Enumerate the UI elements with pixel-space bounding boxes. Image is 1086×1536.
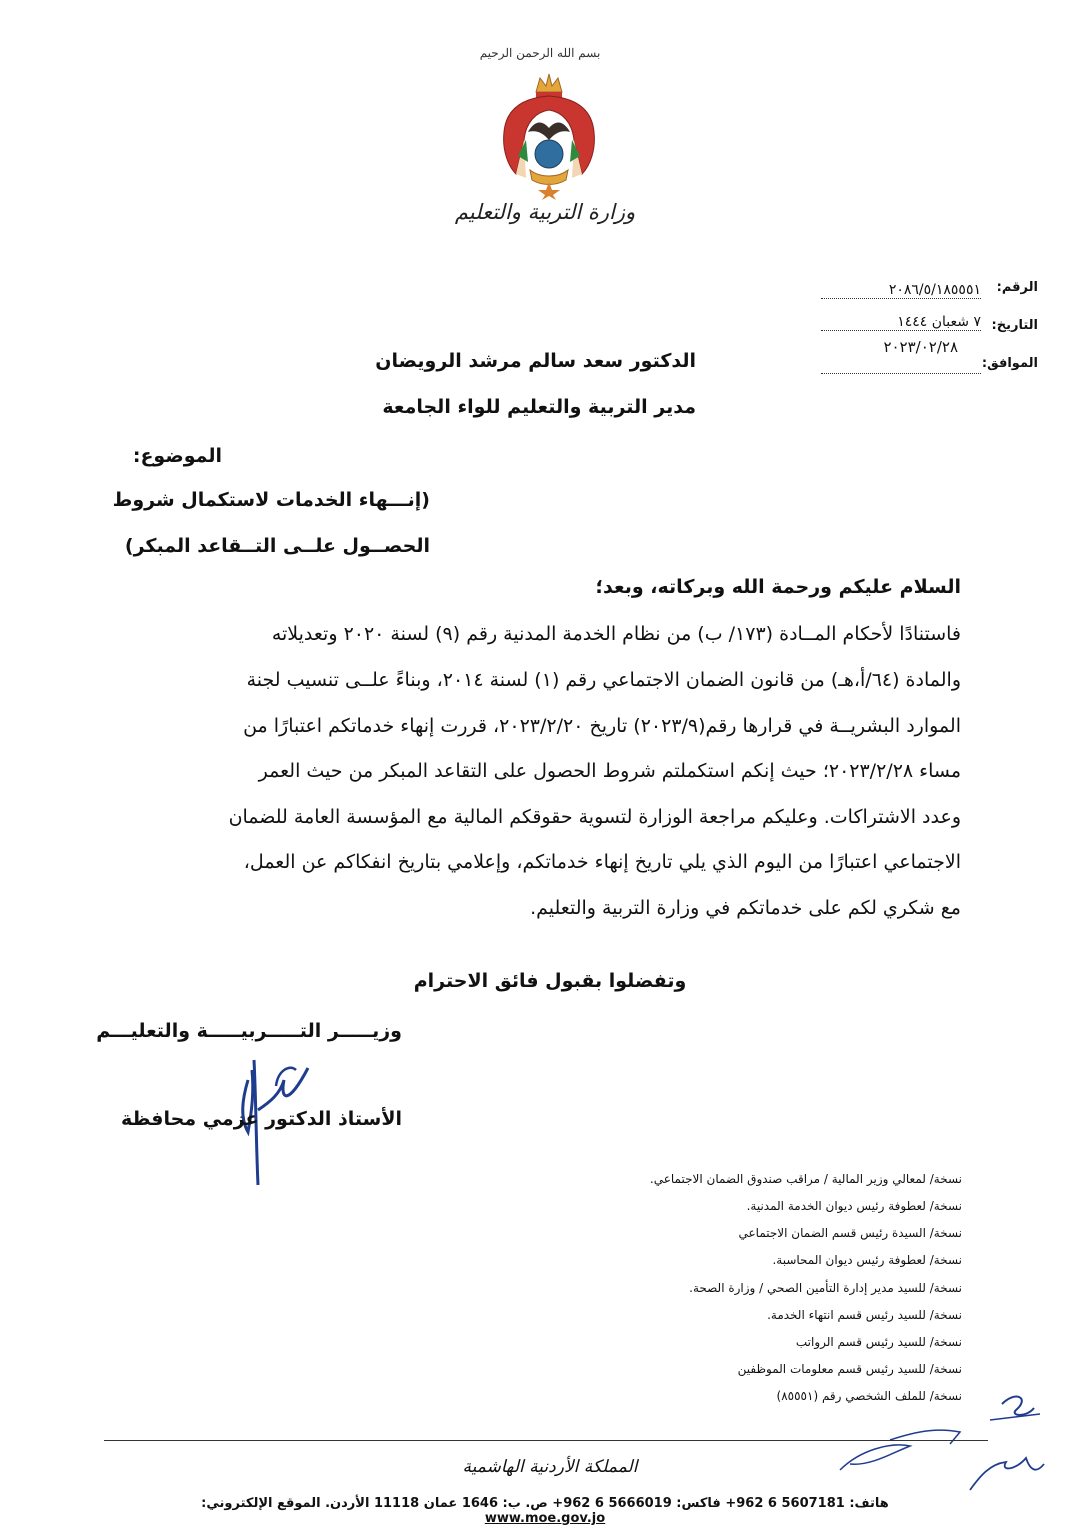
signatory-title: وزيـــــر التـــــربيـــــة والتعليـــم [96, 1020, 402, 1042]
signatory-name: الأستاذ الدكتور عزمي محافظة [121, 1108, 402, 1130]
number-value: ٢٠٨٦/٥/١٨٥٥٥١ [821, 282, 981, 299]
jordan-coat-of-arms-icon [496, 70, 602, 200]
number-label: الرقم: [996, 280, 1038, 295]
cc-item: نسخة/ السيدة رئيس قسم الضمان الاجتماعي [738, 1226, 962, 1240]
corresponding-dotted-line [821, 372, 981, 374]
cc-item: نسخة/ لمعالي وزير المالية / مراقب صندوق الضمان الاجتماعي. [649, 1172, 962, 1186]
basmala: بسم الله الرحمن الرحيم [479, 46, 601, 60]
ministry-name: وزارة التربية والتعليم [454, 200, 636, 224]
subject-label: الموضوع: [132, 445, 222, 467]
subject-line-1: (إنـــهاء الخدمات لاستكمال شروط [112, 489, 430, 511]
body-line: والمادة (٦٤/أ،هـ) من قانون الضمان الاجتماعي رقم (١) لسنة ٢٠١٤، وبناءً علــى تنسيب لجنة [246, 669, 961, 691]
footer-contact [150, 1496, 940, 1526]
body-line: مساء ٢٠٢٣/٢/٢٨؛ حيث إنكم استكملتم شروط الحصول على التقاعد المبكر من حيث العمر [258, 760, 961, 782]
cc-item: نسخة/ لعطوفة رئيس ديوان المحاسبة. [772, 1253, 962, 1267]
body-line: وعدد الاشتراكات. وعليكم مراجعة الوزارة لتسوية حقوقكم المالية مع المؤسسة العامة للضمان [228, 806, 961, 828]
cc-item: نسخة/ للسيد رئيس قسم الرواتب [795, 1335, 962, 1349]
date-label: التاريخ: [991, 318, 1038, 333]
cc-item: نسخة/ لعطوفة رئيس ديوان الخدمة المدنية. [746, 1199, 962, 1213]
footer-kingdom: المملكة الأردنية الهاشمية [462, 1457, 638, 1477]
body-line: الاجتماعي اعتبارًا من اليوم الذي يلي تاريخ إنهاء خدماتكم، وإعلامي بتاريخ انفكاكم عن العمل، [243, 851, 961, 873]
cc-item: نسخة/ للسيد مدير إدارة التأمين الصحي / وزارة الصحة. [689, 1281, 962, 1295]
date-value: ٧ شعبان ١٤٤٤ [821, 314, 981, 331]
handwritten-initials-icon [830, 1380, 1060, 1510]
closing: وتفضلوا بقبول فائق الاحترام [413, 970, 687, 992]
body-line: الموارد البشريــة في قرارها رقم(٢٠٢٣/٩) تاريخ ٢٠٢٣/٢/٢٠، قررت إنهاء خدماتكم اعتبارًا من [243, 715, 961, 737]
subject-line-2: الحصــول علــى التــقاعد المبكر) [124, 535, 430, 557]
cc-item: نسخة/ للسيد رئيس قسم انتهاء الخدمة. [767, 1308, 962, 1322]
footer-divider [104, 1440, 988, 1441]
addressee-title: مدير التربية والتعليم للواء الجامعة [382, 396, 696, 418]
body-line: فاستنادًا لأحكام المــادة (١٧٣/ ب) من نظام الخدمة المدنية رقم (٩) لسنة ٢٠٢٠ وتعديلاته [271, 623, 961, 645]
cc-item: نسخة/ للملف الشخصي رقم (٨٥٥٥١) [776, 1389, 962, 1403]
date-gregorian-value: ٢٠٢٣/٠٢/٢٨ [883, 338, 958, 356]
footer-contact-text: هاتف: 5607181 6 962+ فاكس: 5666019 6 962+ ص. ب: 1646 عمان 11118 الأردن. الموقع الإلكتروني: [201, 1496, 889, 1511]
addressee-name: الدكتور سعد سالم مرشد الرويضان [375, 350, 696, 372]
corresponding-label: الموافق: [981, 356, 1038, 371]
footer-website-link[interactable]: www.moe.gov.jo [484, 1511, 606, 1526]
cc-item: نسخة/ للسيد رئيس قسم معلومات الموظفين [737, 1362, 962, 1376]
greeting: السلام عليكم ورحمة الله وبركاته، وبعد؛ [595, 576, 961, 598]
body-line: مع شكري لكم على خدماتكم في وزارة التربية والتعليم. [530, 897, 961, 919]
